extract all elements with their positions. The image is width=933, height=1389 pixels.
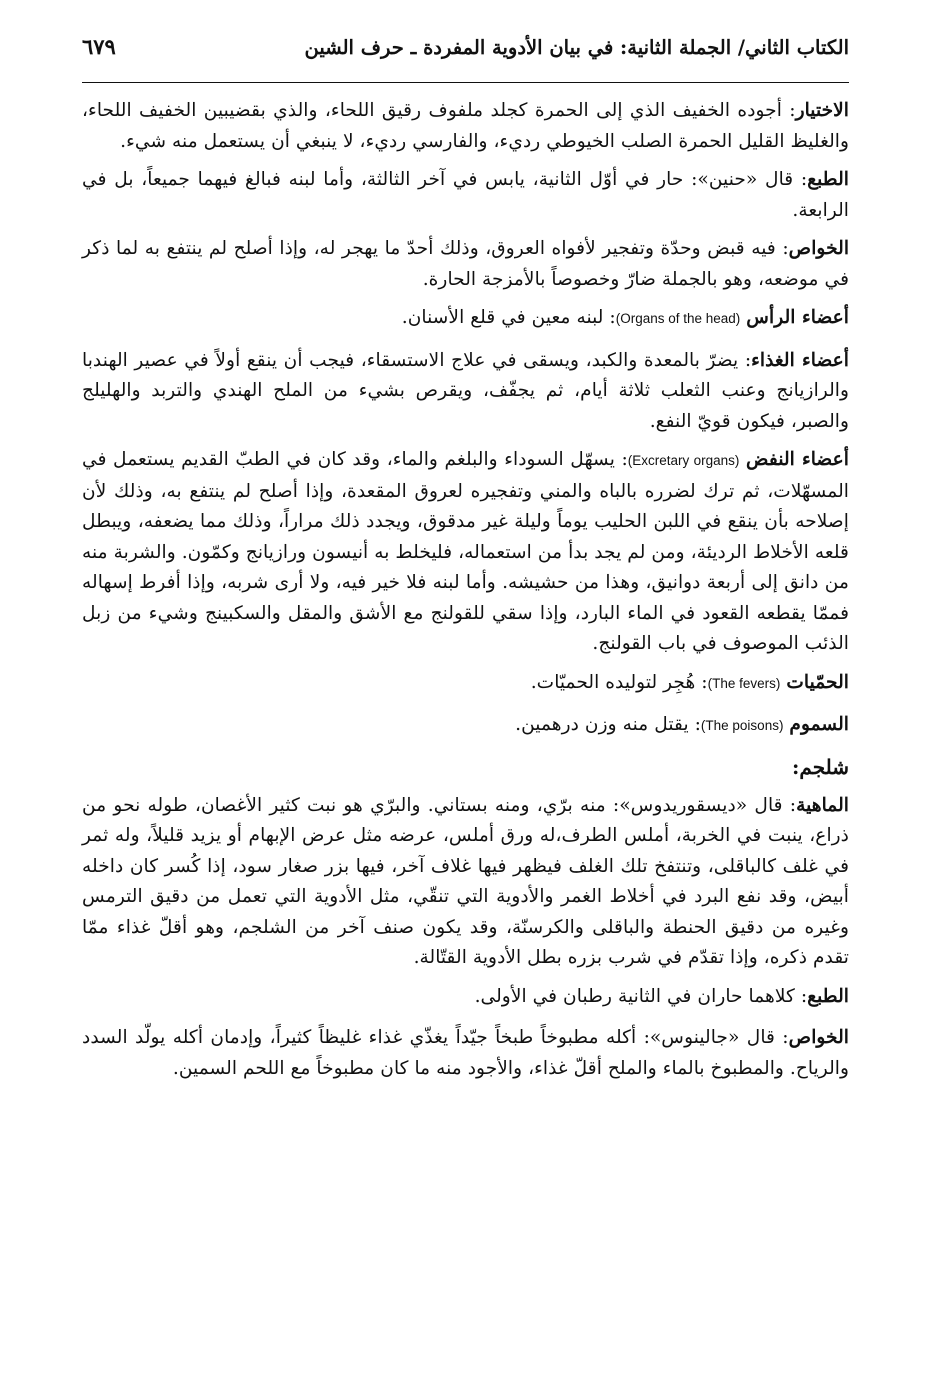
paragraph-organs-head [82,302,849,335]
term-label: الطبع [807,984,849,1007]
paragraph-text: : كلاهما حاران في الثانية رطبان في الأولى. [474,985,808,1007]
paragraph-selection [82,95,849,157]
paragraph-text: : قال «جالينوس»: أكله مطبوخاً طبخاً جيّداً يغذّي غذاء غليظاً كثيراً، وإدمان أكله يولّد السدد والرياح. والمطبوخ بالماء والملح أقلّ غذاء، والأجود منه ما كان مطبوخاً مع اللحم السمين. [82,1027,849,1079]
paragraph-text: : قال «حنين»: حار في أوّل الثانية، يابس في آخر الثالثة، وأما لبنه فبالغ فيهما جميعاً، بل في الرابعة. [82,169,849,221]
header-rule [82,82,849,83]
english-gloss: (The poisons) [700,718,784,733]
term-label: الماهية [796,793,849,816]
paragraph-nutrition-organs [82,345,849,438]
paragraph-text: : أجوده الخفيف الذي إلى الحمرة كجلد ملفوف رقيق اللحاء، والذي بقضيبين الخفيف اللحاء، والغليظ القليل الحمرة الصلب الخيوطي رديء، والفارسي رديء، لا ينبغي أن يستعمل منه شيء. [82,100,849,152]
term-label: أعضاء الرأس [746,306,849,328]
paragraph-text: : لبنه معين في قلع الأسنان. [401,307,616,328]
term-label: الخواص [788,237,850,259]
paragraph-properties [82,233,849,295]
paragraph-essence [82,790,849,974]
term-label: الحمّيات [786,670,849,693]
entry-body-second [82,790,849,1085]
entry-body-first [82,95,849,742]
page-number: ٦٧٩ [82,34,116,59]
paragraph-poisons [82,709,849,742]
term-label: أعضاء النفض [745,448,849,470]
term-label: الخواص [788,1026,849,1048]
english-gloss: (Excretary organs) [627,453,740,468]
paragraph-text: : يضرّ بالمعدة والكبد، ويسقى في علاج الاستسقاء، فيجب أن ينقع أولاً في عصير الهندبا والرازيانج وعنب الثعلب ثلاثة أيام، ثم يجفّف، ويقرص بشيء من الملح الهندي والتربد والهليلج والصبر، فيكون قويّ النفع. [82,349,849,432]
english-gloss: (The fevers) [707,675,781,691]
paragraph-fevers [82,667,849,700]
english-gloss: (Organs of the head) [615,311,741,326]
page-header [82,34,849,78]
term-label: أعضاء الغذاء [751,348,849,371]
term-label: السموم [789,713,849,735]
paragraph-text: : قال «ديسقوريدوس»: منه برّي، ومنه بستاني. والبرّي هو نبت كثير الأغصان، طوله نحو من ذراع، ينبت في الخربة، أملس الطرف،له ورق أملس، عرضه مثل عرض الإبهام أو يزيد قليلاً، وله ثمر في غلف كالباقلى، وتنتفخ تلك الغلف فيظهر فيها غلاف آخر، فيها بزر صغار سود، إذا كُسر كان داخله أبيض، وقد نفع البرد في أخلاط الغمر والأدوية التي تنقّي، مثل الأدوية التي تعمل من دقيق الترمس وغيره من دقيق الحنطة والباقلى والكرسنّة، وقد يكون صنف آخر من الشلجم، وهو أقلّ غذاء ممّا تقدم ذكره، وإذا تقدّم في شرب بزره بطل الأدوية القتّالة. [82,794,849,968]
paragraph-text: : يقتل منه وزن درهمين. [515,714,701,735]
paragraph-text: : يسهّل السوداء والبلغم والماء، وقد كان في الطبّ القديم يستعمل في المسهّلات، ثم ترك لضرره بالباه والمني وتفجيره لعروق المقعدة، وإذا أصلح لم ينتفع به، وذلك لأن إصلاحه بأن ينقع في اللبن الحليب يوماً وليلة غير مدقوق، ويجدد ذلك مراراً، وذلك مما يضعفه، ويبطل قلعه الأخلاط الرديئة، ومن لم يجد بدأ من استعماله، فليخلط به أنيسون ورازيانج وكمّون. والشربة منه من دانق إلى أربعة دوانيق، وهذا من حشيشه. وأما لبنه فلا خير فيه، ولا أرى شربه، وإذا أفرط إسهاله فممّا يقطعه القعود في الماء البارد، وإذا سقي للقولنج مع الأشق والمقل والسكبينج وشيء من زبل الذئب الموصوف في باب القولنج. [82,449,849,654]
paragraph-temperament [82,164,849,226]
running-title: الكتاب الثاني/ الجملة الثانية: في بيان الأدوية المفردة ـ حرف الشين [304,36,849,59]
paragraph-temperament [82,981,849,1013]
paragraph-text: : فيه قبض وحدّة وتفجير لأفواه العروق، وذلك أحدّ ما يهجر له، وإذا أصلح لم ينتفع به لما ذكر في موضعه، وهو بالجملة ضارّ وخصوصاً بالأمزجة الحارة. [82,238,849,290]
term-label: الاختيار [795,99,849,121]
term-label: الطبع [807,168,849,190]
entry-heading: شلجم: [792,754,849,779]
paragraph-text: : هُجِر لتوليده الحميّات. [530,671,708,693]
paragraph-properties [82,1022,849,1084]
paragraph-excretory-organs [82,444,849,660]
